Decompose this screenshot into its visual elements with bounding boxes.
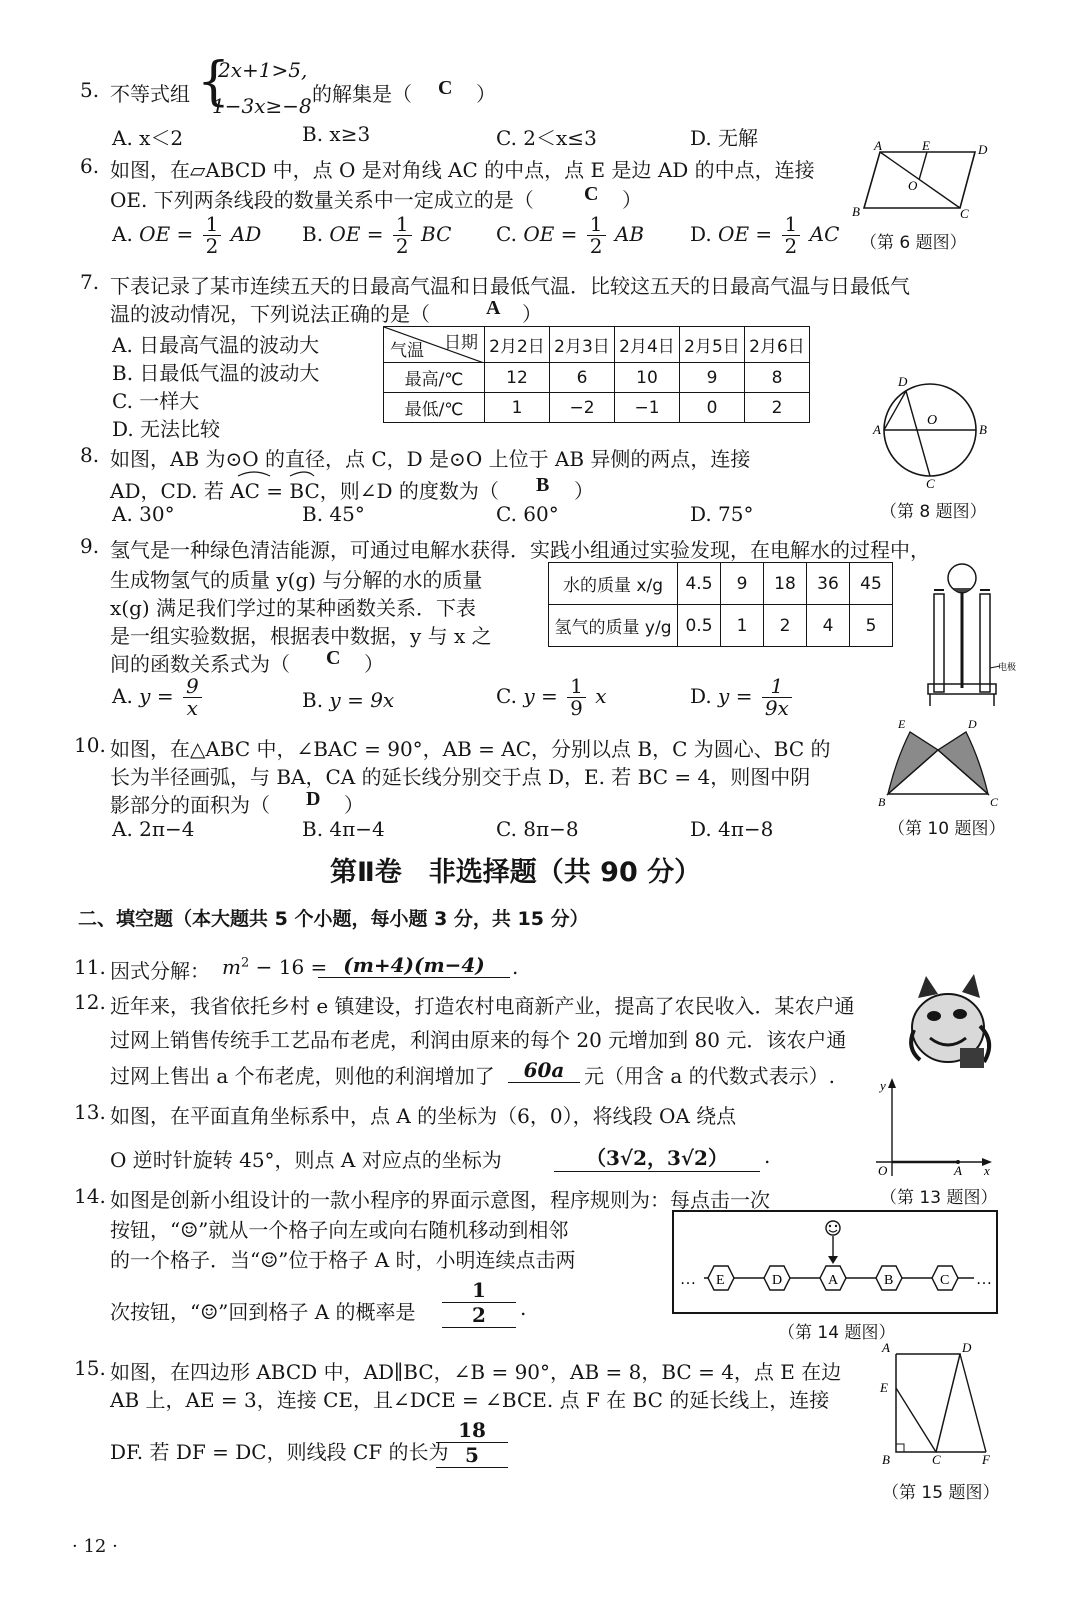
option-a: A. 30° bbox=[112, 502, 175, 526]
question-text: 如图，在▱ABCD 中，点 O 是对角线 AC 的中点，点 E 是边 AD 的中点，连接 bbox=[110, 158, 815, 182]
row-label: 最高/℃ bbox=[384, 363, 485, 393]
option-c: C. 2＜x≤3 bbox=[496, 126, 597, 150]
option-a: A. x＜2 bbox=[112, 126, 184, 150]
label-d: D bbox=[978, 142, 988, 157]
question-text: 下表记录了某市连续五天的日最高气温和日最低气温．比较这五天的日最高气温与日最低气 bbox=[110, 274, 910, 298]
option-b: B. x≥3 bbox=[302, 122, 371, 146]
question-text: 氢气是一种绿色清洁能源，可通过电解水获得．实践小组通过实验发现，在电解水的过程中， bbox=[110, 538, 930, 562]
label-a: A bbox=[874, 140, 882, 153]
option-b: B. OE = $\frac{1}{2}$ BC bbox=[302, 212, 452, 258]
section-title: 第Ⅱ卷 非选择题（共 90 分） bbox=[330, 857, 702, 888]
table-cell: 8 bbox=[745, 363, 810, 393]
row-label: 氢气的质量 y/g bbox=[549, 605, 678, 647]
table-cell: 0 bbox=[680, 393, 745, 423]
label-c: C bbox=[926, 476, 935, 490]
option-d: D. 无法比较 bbox=[112, 417, 221, 441]
option-c: C. OE = $\frac{1}{2}$ AB bbox=[496, 212, 645, 258]
label-b: B bbox=[882, 1452, 890, 1467]
inequality-1: 2x+1>5, bbox=[218, 58, 308, 82]
option-b: B. 4π−4 bbox=[302, 817, 385, 841]
period: . bbox=[520, 1296, 527, 1320]
table-cell: 9 bbox=[680, 363, 745, 393]
label-f: F bbox=[982, 1452, 990, 1467]
smiley-icon bbox=[826, 1221, 840, 1264]
date-cell: 2月5日 bbox=[680, 327, 745, 363]
period: . bbox=[764, 1144, 771, 1168]
question-number: 14. bbox=[74, 1184, 106, 1208]
corner-cell: 日期 气温 bbox=[384, 327, 485, 363]
date-cell: 2月2日 bbox=[485, 327, 550, 363]
table-cell: 4 bbox=[807, 605, 850, 647]
answer-blank: 60a bbox=[508, 1058, 580, 1083]
cloth-tiger-image bbox=[900, 968, 1000, 1074]
left-ellipsis: … bbox=[680, 1271, 696, 1288]
label-a: A bbox=[873, 422, 881, 437]
figure-caption: （第 15 题图） bbox=[882, 1483, 1000, 1503]
question-text: 因式分解： bbox=[110, 959, 210, 983]
answer-blank: （3√2，3√2） bbox=[554, 1142, 760, 1172]
option-a: A. OE = $\frac{1}{2}$ AD bbox=[112, 212, 262, 258]
label-a: A bbox=[882, 1340, 890, 1355]
svg-text:B: B bbox=[884, 1273, 894, 1288]
table-cell: 2 bbox=[745, 393, 810, 423]
table-cell: 4.5 bbox=[678, 563, 721, 605]
question-text: 如图是创新小组设计的一款小程序的界面示意图，程序规则为：每点击一次 bbox=[110, 1188, 770, 1212]
bracket-close: ） bbox=[344, 793, 364, 817]
question-text: 如图，在△ABC 中，∠BAC = 90°，AB = AC，分别以点 B，C 为圆心、BC 的 bbox=[110, 737, 831, 761]
answer: D bbox=[306, 788, 321, 810]
question-number: 7. bbox=[80, 270, 100, 294]
question-number: 10. bbox=[74, 733, 106, 757]
option-d: D. y = $\frac{1}{9x}$ bbox=[690, 676, 795, 719]
svg-text:D: D bbox=[772, 1273, 783, 1288]
answer: C bbox=[438, 77, 453, 99]
answer: C bbox=[326, 647, 341, 669]
question-text: O 逆时针旋转 45°，则点 A 对应点的坐标为 bbox=[110, 1148, 502, 1172]
question-text: OE. 下列两条线段的数量关系中一定成立的是（ bbox=[110, 188, 534, 212]
label-e: E bbox=[880, 1380, 888, 1395]
figure-caption: （第 14 题图） bbox=[778, 1323, 896, 1343]
svg-text:E: E bbox=[716, 1273, 725, 1288]
quadrilateral-figure bbox=[874, 1340, 1004, 1468]
answer-fraction: 18 5 bbox=[436, 1418, 508, 1468]
option-c: C. 8π−8 bbox=[496, 817, 579, 841]
question-number: 9. bbox=[80, 534, 100, 558]
table-cell: −1 bbox=[615, 393, 680, 423]
shaded-arcs-figure bbox=[878, 714, 1006, 810]
cell-b bbox=[876, 1266, 902, 1290]
label-o: O bbox=[878, 1163, 888, 1178]
option-b: B. y = 9x bbox=[302, 688, 395, 712]
label-x: x bbox=[984, 1163, 990, 1178]
cell-c bbox=[932, 1266, 958, 1290]
expression: $m^2 - 16$ = bbox=[222, 955, 328, 979]
inequality-2: 1−3x≥−8 bbox=[212, 94, 312, 118]
question-text: 如图，AB 为⊙O 的直径，点 C，D 是⊙O 上位于 AB 异侧的两点，连接 bbox=[110, 447, 751, 471]
question-text: 影部分的面积为（ bbox=[110, 793, 270, 817]
svg-text:A: A bbox=[828, 1273, 839, 1288]
label-b: B bbox=[852, 204, 860, 219]
label-d: D bbox=[968, 717, 977, 731]
table-cell: 45 bbox=[850, 563, 893, 605]
table-cell: 18 bbox=[764, 563, 807, 605]
date-cell: 2月6日 bbox=[745, 327, 810, 363]
question-text: 的一个格子．当“☺”位于格子 A 时，小明连续点击两 bbox=[110, 1248, 576, 1272]
table-cell: 6 bbox=[550, 363, 615, 393]
label-e: E bbox=[922, 140, 930, 153]
option-c: C. 60° bbox=[496, 502, 559, 526]
table-cell: −2 bbox=[550, 393, 615, 423]
parallelogram-figure bbox=[850, 140, 1000, 220]
question-text: 近年来，我省依托乡村 e 镇建设，打造农村电商新产业，提高了农民收入．某农户通 bbox=[110, 994, 855, 1018]
question-text: AB 上，AE = 3，连接 CE，且∠DCE = ∠BCE. 点 F 在 BC 的延长线上，连接 bbox=[110, 1388, 830, 1412]
label-y: y bbox=[880, 1078, 886, 1093]
bracket-close: ） bbox=[522, 302, 542, 326]
electrode-label: 电极 bbox=[998, 663, 1016, 673]
question-text: 是一组实验数据，根据表中数据，y 与 x 之 bbox=[110, 624, 492, 648]
label-d: D bbox=[898, 374, 908, 389]
question-text: 长为半径画弧，与 BA，CA 的延长线分别交于点 D，E. 若 BC = 4，则图中阴 bbox=[110, 765, 811, 789]
label-b: B bbox=[979, 422, 987, 437]
question-number: 6. bbox=[80, 154, 100, 178]
answer: B bbox=[536, 474, 550, 496]
question-text: 间的函数关系式为（ bbox=[110, 652, 290, 676]
question-text: 次按钮，“☺”回到格子 A 的概率是 bbox=[110, 1300, 416, 1324]
cell-e bbox=[708, 1266, 734, 1290]
right-ellipsis: … bbox=[976, 1271, 992, 1288]
question-text: 如图，在四边形 ABCD 中，AD∥BC，∠B = 90°，AB = 8，BC = 4，点 E 在边 bbox=[110, 1360, 842, 1384]
table-cell: 10 bbox=[615, 363, 680, 393]
figure-caption: （第 8 题图） bbox=[880, 502, 987, 522]
question-number: 5. bbox=[80, 78, 100, 102]
question-number: 11. bbox=[74, 955, 106, 979]
table-cell: 1 bbox=[485, 393, 550, 423]
table-cell: 1 bbox=[721, 605, 764, 647]
label-o: O bbox=[908, 178, 918, 193]
question-text: 如图，在平面直角坐标系中，点 A 的坐标为（6，0），将线段 OA 绕点 bbox=[110, 1104, 737, 1128]
option-c: C. y = $\frac{1}{9}$ x bbox=[496, 674, 607, 720]
brace-symbol: { bbox=[197, 52, 231, 112]
table-cell: 36 bbox=[807, 563, 850, 605]
part-heading: 二、填空题（本大题共 5 个小题，每小题 3 分，共 15 分） bbox=[78, 908, 589, 930]
circle-figure bbox=[872, 372, 992, 490]
option-c: C. 一样大 bbox=[112, 389, 200, 413]
question-number: 12. bbox=[74, 990, 106, 1014]
figure-caption: （第 6 题图） bbox=[860, 233, 967, 253]
question-text: 按钮，“☺”就从一个格子向左或向右随机移动到相邻 bbox=[110, 1218, 569, 1242]
label-d: D bbox=[962, 1340, 972, 1355]
option-d: D. 无解 bbox=[690, 126, 759, 150]
row-label: 水的质量 x/g bbox=[549, 563, 678, 605]
row-label: 最低/℃ bbox=[384, 393, 485, 423]
question-text: AD，CD. 若 AC = BC，则∠D 的度数为（ bbox=[110, 479, 499, 503]
option-a: A. 2π−4 bbox=[112, 817, 195, 841]
answer: A bbox=[486, 297, 501, 319]
period: . bbox=[512, 955, 519, 979]
cell-a bbox=[820, 1266, 846, 1290]
label-c: C bbox=[932, 1452, 941, 1467]
electrolysis-figure bbox=[916, 558, 1016, 706]
answer-fraction: 1 2 bbox=[442, 1278, 516, 1328]
option-b: B. 日最低气温的波动大 bbox=[112, 361, 320, 385]
option-b: B. 45° bbox=[302, 502, 365, 526]
option-d: D. 4π−8 bbox=[690, 817, 774, 841]
label-c: C bbox=[960, 206, 969, 220]
date-cell: 2月4日 bbox=[615, 327, 680, 363]
figure-caption: （第 10 题图） bbox=[888, 819, 1006, 839]
temperature-table bbox=[383, 326, 810, 423]
table-cell: 2 bbox=[764, 605, 807, 647]
figure-caption: （第 13 题图） bbox=[880, 1188, 998, 1208]
label-c: C bbox=[990, 795, 999, 809]
question-text: 温的波动情况，下列说法正确的是（ bbox=[110, 302, 430, 326]
arc-marks bbox=[236, 468, 316, 478]
question-text: 元（用含 a 的代数式表示）. bbox=[584, 1064, 835, 1088]
cell-d bbox=[764, 1266, 790, 1290]
label-b: B bbox=[878, 795, 886, 809]
bracket-close: ） bbox=[574, 479, 594, 503]
bracket-close: ） bbox=[622, 188, 642, 212]
question-text: 过网上销售传统手工艺品布老虎，利润由原来的每个 20 元增加到 80 元．该农户通 bbox=[110, 1028, 847, 1052]
answer-blank: (m+4)(m−4) bbox=[318, 953, 510, 978]
question-number: 15. bbox=[74, 1356, 106, 1380]
board-diagram bbox=[674, 1212, 996, 1312]
option-a: A. y = $\frac{9}{x}$ bbox=[112, 676, 205, 719]
page-number: · 12 · bbox=[72, 1536, 118, 1557]
table-cell: 0.5 bbox=[678, 605, 721, 647]
question-number: 8. bbox=[80, 443, 100, 467]
hydrogen-table bbox=[548, 562, 893, 647]
label-a: A bbox=[954, 1163, 962, 1178]
question-text: DF. 若 DF = DC，则线段 CF 的长为 bbox=[110, 1440, 449, 1464]
question-text: 生成物氢气的质量 y(g) 与分解的水的质量 bbox=[110, 568, 483, 592]
bracket-close: ） bbox=[476, 82, 496, 106]
option-d: D. 75° bbox=[690, 502, 754, 526]
question-number: 13. bbox=[74, 1100, 106, 1124]
table-cell: 5 bbox=[850, 605, 893, 647]
date-cell: 2月3日 bbox=[550, 327, 615, 363]
bracket-close: ） bbox=[364, 652, 384, 676]
table-cell: 9 bbox=[721, 563, 764, 605]
question-text: 不等式组 bbox=[110, 82, 190, 106]
question-text: 的解集是（ bbox=[312, 82, 412, 106]
game-board bbox=[672, 1210, 998, 1314]
svg-text:C: C bbox=[940, 1273, 950, 1288]
option-d: D. OE = $\frac{1}{2}$ AC bbox=[690, 212, 840, 258]
label-o: O bbox=[927, 413, 938, 428]
coordinate-axes-figure bbox=[866, 1076, 996, 1178]
label-e: E bbox=[898, 717, 906, 731]
question-text: 过网上售出 a 个布老虎，则他的利润增加了 bbox=[110, 1064, 495, 1088]
answer: C bbox=[584, 183, 599, 205]
question-text: x(g) 满足我们学过的某种函数关系．下表 bbox=[110, 596, 477, 620]
table-cell: 12 bbox=[485, 363, 550, 393]
option-a: A. 日最高气温的波动大 bbox=[112, 333, 320, 357]
